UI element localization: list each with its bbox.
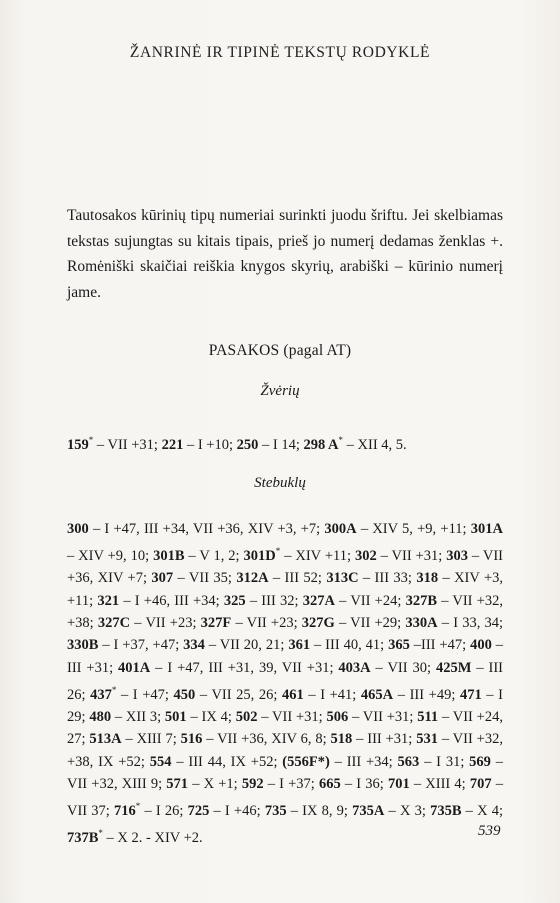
index-entry xyxy=(388,637,470,653)
type-number: 403A xyxy=(338,659,371,676)
type-references: – X +1; xyxy=(188,775,242,792)
type-number: 511 xyxy=(417,709,439,726)
type-references: – XIV +3, +11; xyxy=(67,570,503,609)
index-entry xyxy=(67,830,203,846)
index-entry xyxy=(90,684,174,703)
type-number: 735 xyxy=(264,803,287,820)
type-number: 301B xyxy=(153,548,185,565)
index-entry xyxy=(237,437,304,453)
type-number: 737B xyxy=(67,830,99,847)
index-entry xyxy=(303,593,406,609)
type-references: – V 1, 2; xyxy=(184,548,244,565)
type-number: 437 xyxy=(90,686,112,703)
type-references: – VII +32, +38; xyxy=(67,592,504,632)
type-number: 531 xyxy=(416,731,438,748)
type-references: – I 14; xyxy=(258,436,304,453)
index-entry xyxy=(405,615,503,631)
type-references: – XIV 5, +9, +11; xyxy=(356,521,471,537)
type-number: 735A xyxy=(352,803,385,820)
type-references: – III +31; xyxy=(352,731,417,748)
type-references: – XIV +9, 10; xyxy=(67,548,154,565)
index-entry xyxy=(67,637,183,653)
type-references: – III +34; xyxy=(329,753,398,770)
index-entry xyxy=(352,803,430,819)
type-references: – VII +36, XIV +7; xyxy=(67,548,503,587)
type-number: 554 xyxy=(149,753,172,770)
index-entry xyxy=(319,776,388,792)
index-entry xyxy=(242,776,319,792)
type-number: 318 xyxy=(416,570,439,587)
type-number: 569 xyxy=(469,753,491,770)
type-references: – XII 3; xyxy=(111,709,165,726)
type-references: – III +31; xyxy=(67,637,504,676)
type-number: 300A xyxy=(324,521,357,537)
index-entry xyxy=(331,731,417,747)
type-references: – IX 8, 9; xyxy=(286,803,353,820)
type-number: 400 xyxy=(470,637,492,654)
type-references: – VII 25, 26; xyxy=(195,686,283,703)
type-number: 327B xyxy=(405,592,437,609)
type-references: – X 3; xyxy=(384,803,431,820)
type-references: – I +47, III +31, 39, VII +31; xyxy=(150,659,339,676)
type-references: – III 26; xyxy=(67,659,503,703)
type-number: 465A xyxy=(360,686,394,703)
type-references: – XIII 4; xyxy=(409,775,470,792)
subheading-stebuklu: Stebuklų xyxy=(254,475,306,491)
type-references: – I +10; xyxy=(183,436,237,453)
type-number: 461 xyxy=(282,686,304,703)
index-entry xyxy=(361,687,460,703)
type-references: – VII +24, 27; xyxy=(67,709,503,748)
entries-stebuklu xyxy=(67,518,503,849)
index-entry xyxy=(326,709,417,725)
index-entry xyxy=(98,615,201,631)
index-entry xyxy=(165,709,236,725)
type-mark: * xyxy=(98,828,103,839)
type-references: – III 40, 41; xyxy=(310,637,389,654)
type-references: – VII +31; xyxy=(257,709,327,726)
index-entry xyxy=(162,437,237,453)
index-entry xyxy=(282,687,361,703)
type-number: 159 xyxy=(67,436,89,453)
index-entry xyxy=(282,754,397,770)
type-references: –III +47; xyxy=(409,637,471,654)
type-number: 321 xyxy=(97,592,120,609)
type-number: 300 xyxy=(67,521,89,537)
type-number: 365 xyxy=(388,637,410,654)
type-references: – VII +36, XIV 6, 8; xyxy=(202,731,331,748)
type-references: – III 52; xyxy=(268,570,327,587)
type-number: 480 xyxy=(89,709,112,726)
type-number: 221 xyxy=(161,436,184,453)
index-entry xyxy=(67,437,162,453)
type-references: – VII +32, XIII 9; xyxy=(67,753,503,792)
type-references: – I 26; xyxy=(140,803,188,820)
type-number: 571 xyxy=(166,775,189,792)
type-number: 301D xyxy=(243,548,276,565)
type-references: – III +49; xyxy=(393,686,460,703)
type-number: 707 xyxy=(469,775,492,792)
index-entry xyxy=(153,548,243,564)
type-number: 450 xyxy=(173,686,196,703)
type-references: – VII 30; xyxy=(370,659,436,676)
type-references: – VII +24; xyxy=(334,592,406,609)
type-number: 501 xyxy=(164,709,187,726)
type-references: – III 44, IX +52; xyxy=(171,753,283,770)
index-entry xyxy=(244,548,355,564)
index-entry xyxy=(303,437,406,453)
index-entry xyxy=(398,754,470,770)
index-entry xyxy=(236,709,327,725)
type-references: – VII +32, +38, IX +52; xyxy=(67,731,503,770)
type-number: 303 xyxy=(446,548,468,565)
type-references: – I +47; xyxy=(116,686,174,703)
type-references: – IX 4; xyxy=(186,709,236,726)
type-references: – XIV +11; xyxy=(280,548,355,565)
type-mark: * xyxy=(111,684,117,695)
index-entry xyxy=(201,615,302,631)
type-references: – I +46; xyxy=(209,803,265,820)
type-references: – III 32; xyxy=(245,592,303,609)
index-entry xyxy=(118,660,338,676)
type-number: 298 A xyxy=(303,436,339,453)
section-title: PASAKOS (pagal AT) xyxy=(208,342,352,359)
type-number: 401A xyxy=(118,659,151,676)
type-references: – VII 37; xyxy=(67,775,503,820)
type-references: – I 29; xyxy=(67,686,503,726)
type-references: – I +47, III +34, VII +36, XIV +3, +7; xyxy=(88,521,325,537)
type-references: – VII +31; xyxy=(348,709,418,726)
type-number: 518 xyxy=(330,731,353,748)
type-number: 307 xyxy=(151,570,174,587)
type-references: – VII 35; xyxy=(173,570,237,587)
index-entry xyxy=(150,754,283,770)
type-number: 302 xyxy=(354,548,377,565)
type-references: – I 33, 34; xyxy=(437,615,504,632)
index-entry xyxy=(89,709,165,725)
intro-paragraph: Tautosakos kūrinių tipų numeriai surinkti juodu šriftu. Jei skelbiamas tekstas sujungtas su kitais tipais, prieš jo numerį dedamas ženklas +. Romėniški skaičiai reiškia knygos skyrių, arabiški – kūrinio numerį jame. xyxy=(67,207,503,301)
type-references: – XIII 7; xyxy=(121,731,181,748)
type-number: 330A xyxy=(405,615,438,632)
type-number: 701 xyxy=(387,775,410,792)
index-entry xyxy=(114,803,188,819)
type-references: – X 2. - XIV +2. xyxy=(102,830,203,847)
type-number: 725 xyxy=(187,803,210,820)
type-number: 301A xyxy=(470,521,504,537)
type-number: 325 xyxy=(223,592,246,609)
index-entry xyxy=(288,637,388,653)
type-number: 665 xyxy=(319,775,341,792)
index-entry xyxy=(388,776,470,792)
type-mark: * xyxy=(338,435,344,445)
index-entry xyxy=(326,570,416,586)
index-entry xyxy=(174,687,282,703)
type-references: – I 36; xyxy=(340,775,388,792)
type-number: 327G xyxy=(301,615,335,632)
type-number: 327F xyxy=(200,615,232,632)
page-number: 539 xyxy=(478,823,501,839)
type-number: 516 xyxy=(180,731,203,748)
type-references: – I +37; xyxy=(263,775,319,792)
type-number: 563 xyxy=(397,753,420,770)
type-references: – XII 4, 5. xyxy=(343,436,407,453)
index-entry xyxy=(355,548,446,564)
type-references: – VII +31; xyxy=(376,548,447,565)
index-entry xyxy=(89,731,180,747)
type-references: – I +46, III +34; xyxy=(119,592,224,609)
type-number: 592 xyxy=(241,775,264,792)
type-number: (556F*) xyxy=(282,753,330,770)
entries-zveriu xyxy=(67,429,503,456)
index-entry xyxy=(324,521,470,537)
index-entry xyxy=(181,731,331,747)
type-number: 716 xyxy=(114,803,136,820)
index-entry xyxy=(166,776,242,792)
type-number: 513A xyxy=(89,731,122,748)
type-references: – VII +23; xyxy=(130,615,201,632)
index-entry xyxy=(67,521,324,537)
type-references: – VII +23; xyxy=(231,615,302,632)
type-number: 327A xyxy=(302,592,335,609)
type-number: 313C xyxy=(326,570,359,587)
index-entry xyxy=(188,803,265,819)
index-entry xyxy=(97,593,224,609)
index-entry xyxy=(236,570,326,586)
type-number: 334 xyxy=(183,637,205,654)
type-number: 506 xyxy=(326,709,349,726)
type-mark: * xyxy=(135,801,141,812)
type-mark: * xyxy=(88,435,94,445)
index-entry xyxy=(302,615,406,631)
type-mark: * xyxy=(275,546,281,557)
running-head: ŽANRINĖ IR TIPINĖ TEKSTŲ RODYKLĖ xyxy=(129,44,431,61)
index-entry xyxy=(151,570,236,586)
type-references: – VII +31; xyxy=(93,436,162,453)
type-number: 361 xyxy=(288,637,311,654)
type-references: – VII +29; xyxy=(334,615,406,632)
type-references: – I +37, +47; xyxy=(98,637,184,654)
subheading-zveriu: Žvėrių xyxy=(260,383,300,399)
type-number: 502 xyxy=(235,709,258,726)
type-number: 330B xyxy=(67,637,99,654)
type-number: 471 xyxy=(459,686,482,703)
index-entry xyxy=(338,660,436,676)
type-references: – I 31; xyxy=(419,753,470,770)
type-references: – X 4; xyxy=(461,803,504,820)
type-number: 735B xyxy=(430,803,462,820)
index-entry xyxy=(265,803,352,819)
type-number: 312A xyxy=(236,570,269,587)
type-number: 250 xyxy=(236,436,259,453)
type-number: 425M xyxy=(435,659,472,676)
type-references: – I +41; xyxy=(303,686,361,703)
index-entry xyxy=(224,593,303,609)
index-entry xyxy=(430,803,503,819)
type-references: – III 33; xyxy=(358,570,417,587)
type-number: 327C xyxy=(97,615,131,632)
index-entry xyxy=(183,637,288,653)
type-references: – VII 20, 21; xyxy=(204,637,289,654)
